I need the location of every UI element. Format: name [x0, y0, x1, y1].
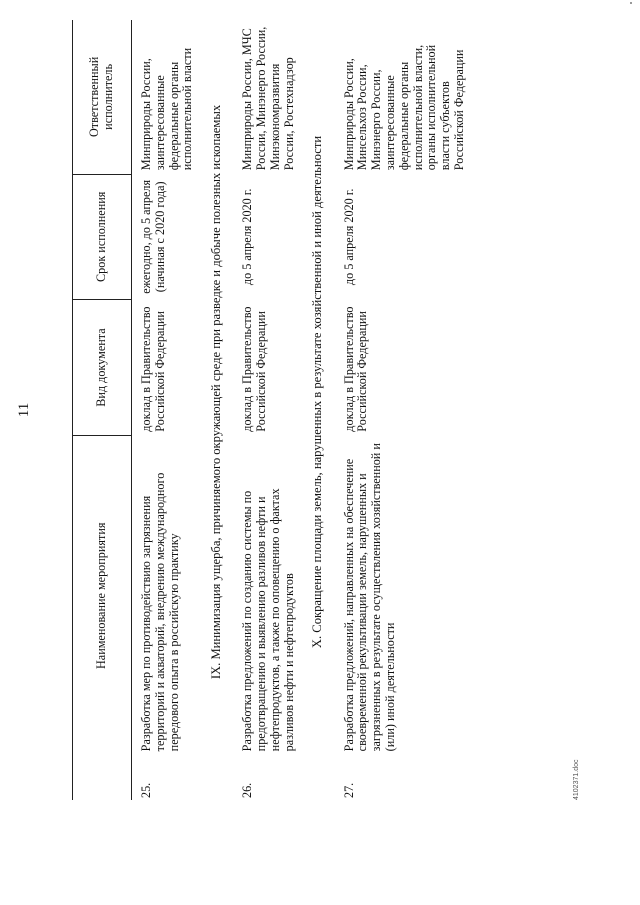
row-number: 27.: [341, 782, 356, 798]
activities-table: [72, 20, 471, 800]
activity-name: Разработка предложений, направленных на обеспечение своевременной рекультивации земель, нарушенных и загрязненных в результате осуществления хозяйственной и (или) иной деятельности: [341, 443, 398, 752]
section-heading-x: [300, 20, 334, 800]
table-row: [233, 20, 300, 800]
header-deadline: Срок исполнения: [73, 174, 132, 299]
deadline: до 5 апреля 2020 г.: [341, 188, 356, 286]
executor: Минприроды России, заинтересованные федеральные органы исполнительной власти: [139, 47, 195, 171]
file-name-footer: 4102371.doc: [573, 759, 580, 800]
page-number: 11: [16, 402, 32, 418]
deadline: ежегодно, до 5 апреля (начиная с 2020 года): [139, 179, 167, 294]
deadline: до 5 апреля 2020 г.: [240, 188, 255, 286]
section-title-x: X. Сокращение площади земель, нарушенных в результате хозяйственной и иной деятельности: [310, 135, 325, 649]
header-doc: Вид документа: [73, 299, 132, 435]
header-name: Наименование мероприятия: [73, 436, 132, 756]
table-header-row: [73, 20, 132, 800]
scan-speck: [630, 2, 632, 4]
document-type: доклад в Правительство Российской Федерации: [139, 306, 167, 432]
section-title-ix: IX. Минимизация ущерба, причиняемого окружающей среде при разведке и добыче полезных ископаемых: [209, 104, 224, 680]
table-row: [335, 20, 471, 800]
header-executor: Ответственный исполнитель: [73, 20, 132, 174]
executor: Минприроды России, Минсельхоз России, Минэнерго России, заинтересованные федеральные органы исполнительной власти, органы исполнительной власти субъектов Российской Федерации: [341, 44, 466, 171]
document-type: доклад в Правительство Российской Федерации: [240, 306, 269, 432]
document-page: [10, 20, 580, 800]
activity-name: Разработка предложений по созданию системы по предотвращению и выявлению разливов нефти и нефтепродуктов, а также по оповещению о фактах разливов нефти и нефтепродуктов: [240, 488, 296, 752]
section-heading-ix: [199, 20, 233, 800]
executor: Минприроды России, МЧС России, Минэнерго России, Минэкономразвития России, Ростехнадзор: [240, 26, 296, 171]
document-type: доклад в Правительство Российской Федерации: [341, 306, 370, 432]
row-number: 25.: [139, 782, 153, 798]
activity-name: Разработка мер по противодействию загрязнения территорий и акваторий, внедрению международного передового опыта в российскую практику: [139, 472, 181, 752]
row-number: 26.: [240, 782, 255, 798]
table-row: [132, 20, 200, 800]
header-num: [73, 755, 132, 800]
